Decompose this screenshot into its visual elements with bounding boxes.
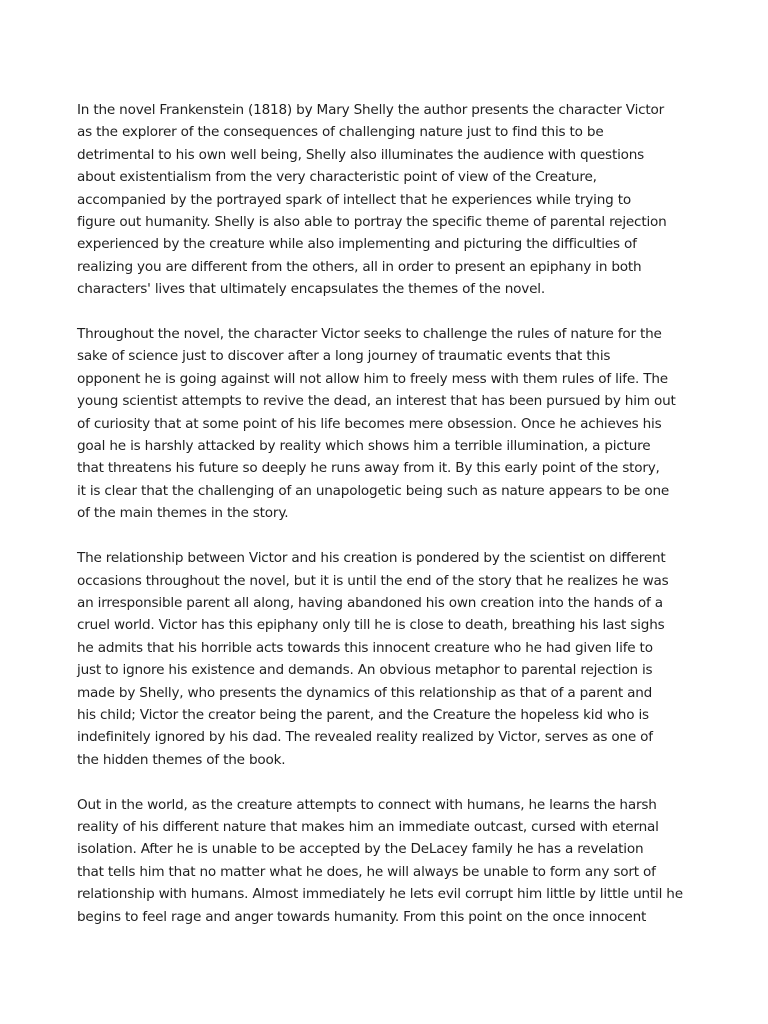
text-line: begins to feel rage and anger towards humanity. From this point on the once innocent (77, 908, 647, 925)
text-line: figure out humanity. Shelly is also able to portray the specific theme of parental rejection (77, 214, 667, 231)
text-line: relationship with humans. Almost immediately he lets evil corrupt him little by little until he (77, 886, 683, 903)
text-line: as the explorer of the consequences of challenging nature just to find this to be (77, 124, 604, 141)
paragraph-1 (77, 99, 697, 301)
text-line: In the novel Frankenstein (1818) by Mary Shelly the author presents the character Victor (77, 102, 665, 118)
text-line: of curiosity that at some point of his life becomes mere obsession. Once he achieves his (77, 415, 662, 432)
text-line: detrimental to his own well being, Shelly also illuminates the audience with questions (77, 146, 645, 163)
text-line: reality of his different nature that makes him an immediate outcast, cursed with eternal (77, 818, 659, 835)
text-line: accompanied by the portrayed spark of intellect that he experiences while trying to (77, 191, 631, 208)
text-line: indefinitely ignored by his dad. The revealed reality realized by Victor, serves as one of (77, 729, 653, 746)
text-line: made by Shelly, who presents the dynamics of this relationship as that of a parent and (77, 684, 653, 701)
text-line: that threatens his future so deeply he runs away from it. By this early point of the story, (77, 460, 660, 477)
paragraph-3 (77, 547, 697, 771)
paragraph-2 (77, 323, 697, 525)
text-line: The relationship between Victor and his creation is pondered by the scientist on different (77, 550, 666, 567)
text-line: sake of science just to discover after a long journey of traumatic events that this (77, 348, 611, 365)
text-line: just to ignore his existence and demands. An obvious metaphor to parental rejection is (77, 662, 653, 679)
paragraph-4 (77, 794, 697, 928)
text-line: opponent he is going against will not allow him to freely mess with them rules of life. The (77, 370, 668, 387)
text-line: he admits that his horrible acts towards this innocent creature who he had given life to (77, 639, 653, 656)
text-line: it is clear that the challenging of an unapologetic being such as nature appears to be one (77, 482, 670, 499)
text-line: the hidden themes of the book. (77, 751, 286, 768)
text-line: occasions throughout the novel, but it is until the end of the story that he realizes he was (77, 572, 669, 589)
text-line: isolation. After he is unable to be accepted by the DeLacey family he has a revelation (77, 841, 644, 858)
text-line: characters' lives that ultimately encapsulates the themes of the novel. (77, 281, 545, 298)
text-line: cruel world. Victor has this epiphany only till he is close to death, breathing his last sighs (77, 617, 665, 634)
text-line: young scientist attempts to revive the dead, an interest that has been pursued by him out (77, 393, 676, 410)
essay-body (77, 99, 697, 950)
text-line: Throughout the novel, the character Victor seeks to challenge the rules of nature for the (77, 326, 662, 343)
text-line: experienced by the creature while also implementing and picturing the difficulties of (77, 236, 637, 253)
text-line: goal he is harshly attacked by reality which shows him a terrible illumination, a picture (77, 438, 651, 455)
text-line: that tells him that no matter what he does, he will always be unable to form any sort of (77, 863, 656, 880)
text-line: about existentialism from the very characteristic point of view of the Creature, (77, 169, 597, 186)
text-line: an irresponsible parent all along, having abandoned his own creation into the hands of a (77, 594, 663, 611)
text-line: of the main themes in the story. (77, 505, 289, 522)
text-line: his child; Victor the creator being the parent, and the Creature the hopeless kid who is (77, 706, 649, 723)
text-line: Out in the world, as the creature attempts to connect with humans, he learns the harsh (77, 796, 657, 813)
text-line: realizing you are different from the others, all in order to present an epiphany in both (77, 258, 642, 275)
